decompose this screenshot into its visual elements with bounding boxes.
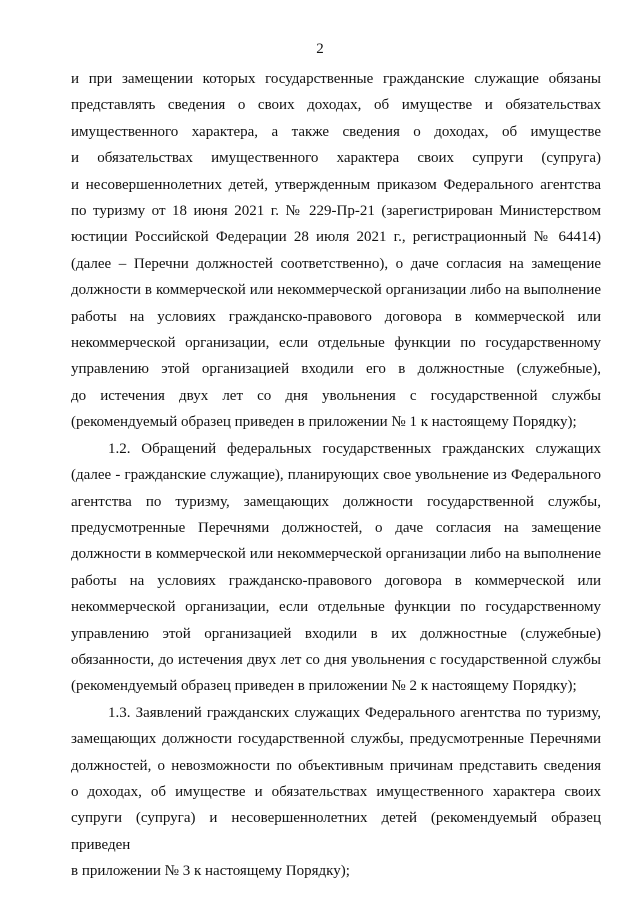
text-line: управлению этой организацией входили его в должностные (служебные), bbox=[71, 361, 601, 378]
text-line: работы на условиях гражданско-правового договора в коммерческой или bbox=[71, 308, 601, 325]
text-line: юстиции Российской Федерации 28 июля 2021 г., регистрационный № 64414) bbox=[71, 229, 601, 246]
text-line: обязанности, до истечения двух лет со дня увольнения с государственной службы bbox=[71, 651, 601, 668]
text-line: представлять сведения о своих доходах, об имуществе и обязательствах bbox=[71, 97, 601, 114]
text-line: и при замещении которых государственные гражданские служащие обязаны bbox=[71, 71, 601, 87]
text-line: предусмотренные Перечнями должностей, о даче согласия на замещение bbox=[71, 519, 601, 536]
text-line: должности в коммерческой или некоммерческой организации либо на выполнение bbox=[71, 546, 601, 563]
text-line: и обязательствах имущественного характера своих супруги (супруга) bbox=[71, 150, 601, 167]
text-line: до истечения двух лет со дня увольнения с государственной службы bbox=[71, 387, 601, 404]
document-body bbox=[71, 66, 601, 885]
text-line: управлению этой организацией входили в их должностные (служебные) bbox=[71, 625, 601, 642]
text-line: должностей, о невозможности по объективным причинам представить сведения bbox=[71, 757, 601, 774]
text-line: по туризму от 18 июня 2021 г. № 229-Пр-21 (зарегистрирован Министерством bbox=[71, 203, 601, 220]
paragraph-1-2 bbox=[71, 436, 601, 700]
text-line: имущественного характера, а также сведения о доходах, об имуществе bbox=[71, 123, 601, 140]
page-number: 2 bbox=[316, 41, 324, 57]
text-line: агентства по туризму, замещающих должности государственной службы, bbox=[71, 493, 601, 510]
text-line: супруги (супруга) и несовершеннолетних детей (рекомендуемый образец приведен bbox=[71, 810, 601, 853]
text-line: (рекомендуемый образец приведен в приложении № 2 к настоящему Порядку); bbox=[71, 678, 577, 695]
text-line: некоммерческой организации, если отдельные функции по государственному bbox=[71, 599, 601, 616]
paragraph-1-3 bbox=[71, 700, 601, 885]
text-line: и несовершеннолетних детей, утвержденным приказом Федерального агентства bbox=[71, 176, 601, 193]
text-line: о доходах, об имуществе и обязательствах имущественного характера своих bbox=[71, 783, 601, 800]
text-line: 1.3. Заявлений гражданских служащих Федерального агентства по туризму, bbox=[108, 704, 601, 721]
text-line: (далее - гражданские служащие), планирующих свое увольнение из Федерального bbox=[71, 467, 601, 484]
text-line: должности в коммерческой или некоммерческой организации либо на выполнение bbox=[71, 282, 601, 299]
text-line: некоммерческой организации, если отдельные функции по государственному bbox=[71, 335, 601, 352]
text-line: замещающих должности государственной службы, предусмотренные Перечнями bbox=[71, 731, 601, 748]
text-line: (рекомендуемый образец приведен в приложении № 1 к настоящему Порядку); bbox=[71, 414, 577, 431]
paragraph-continuation bbox=[71, 66, 601, 436]
text-line: 1.2. Обращений федеральных государственных гражданских служащих bbox=[108, 440, 601, 457]
text-line: в приложении № 3 к настоящему Порядку); bbox=[71, 863, 350, 880]
text-line: (далее – Перечни должностей соответственно), о даче согласия на замещение bbox=[71, 255, 601, 272]
text-line: работы на условиях гражданско-правового договора в коммерческой или bbox=[71, 572, 601, 589]
